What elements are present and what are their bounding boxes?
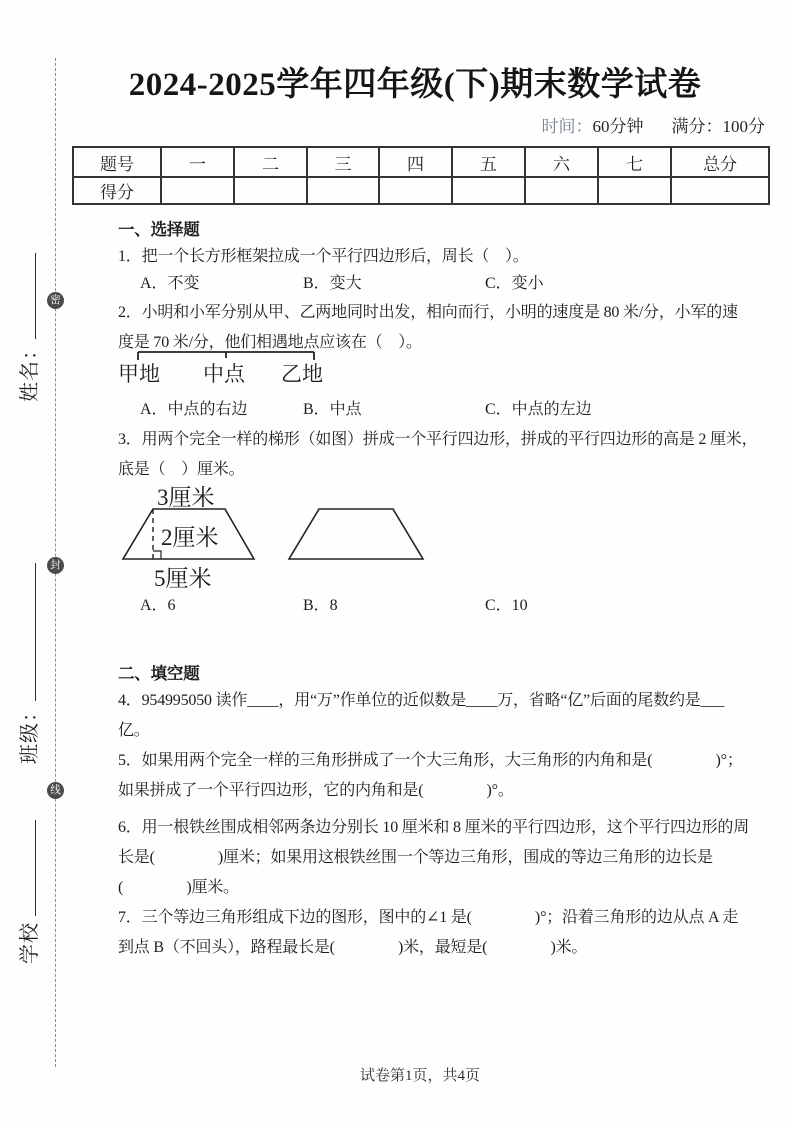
page-title: 2024-2025学年四年级(下)期末数学试卷 — [128, 67, 702, 103]
question-3-text-line2: 底是（ ）厘米。 — [118, 461, 245, 478]
question-2-options — [0, 396, 793, 418]
time-label: 时间： — [541, 117, 593, 136]
question-2-text-line1: 2．小明和小军分别从甲、乙两地同时出发，相向而行，小明的速度是 80 米/分，小军的速 — [118, 304, 738, 321]
exam-meta — [72, 112, 765, 137]
score-cell-empty — [671, 177, 769, 204]
score-cell-empty — [379, 177, 452, 204]
question-1-option-c: C．变小 — [485, 275, 544, 292]
score-table-cell: 总分 — [671, 147, 769, 177]
score-cell-empty — [452, 177, 525, 204]
question-3-options — [0, 592, 793, 614]
question-5-text-line2: 如果拼成了一个平行四边形，它的内角和是( )°。 — [118, 782, 514, 799]
question-7-text-line1: 7．三个等边三角形组成下边的图形，图中的∠1 是( )°；沿着三角形的边从点 A 走 — [118, 909, 739, 926]
seal-badge-mi: 密 — [47, 292, 64, 309]
question-4-text-line2: 亿。 — [118, 722, 150, 739]
score-table-cell: 六 — [525, 147, 598, 177]
question-1-text: 1．把一个长方形框架拉成一个平行四边形后，周长（ ）。 — [118, 248, 529, 265]
school-field — [13, 792, 39, 964]
score-table-cell: 二 — [234, 147, 307, 177]
name-label: 姓名： — [19, 339, 41, 402]
question-3-option-a: A．6 — [140, 597, 176, 614]
place-label-midpoint: 中点 — [203, 362, 245, 386]
score-cell-empty — [161, 177, 234, 204]
question-2-text-line2: 度是 70 米/分，他们相遇地点应该在（ ）。 — [118, 334, 422, 351]
trapezoid-bottom-dim-label: 5厘米 — [154, 566, 212, 591]
seal-badge-feng: 封 — [47, 557, 64, 574]
score-table-cell: 四 — [379, 147, 452, 177]
score-table-cell: 题号 — [73, 147, 161, 177]
class-label: 班级： — [19, 701, 41, 764]
school-blank-line — [19, 820, 36, 916]
score-table-cell: 七 — [598, 147, 671, 177]
section-2-heading: 二、填空题 — [118, 664, 200, 683]
question-4-text-line1: 4．954995050 读作____，用“万”作单位的近似数是____万，省略“亿”后面的尾数约是___ — [118, 692, 725, 709]
score-cell-empty — [307, 177, 379, 204]
trapezoid-height-dim-label: 2厘米 — [161, 525, 219, 550]
score-cell-empty — [234, 177, 307, 204]
question-1-option-a: A．不变 — [140, 275, 200, 292]
trapezoid-top-dim-label: 3厘米 — [157, 485, 215, 510]
class-field — [13, 538, 39, 764]
question-1-options — [0, 270, 793, 292]
score-table-cell: 三 — [307, 147, 379, 177]
school-label: 学校 — [19, 922, 41, 964]
question-6-text-line2: 长是( )厘米；如果用这根铁丝围一个等边三角形，围成的等边三角形的边长是 — [118, 849, 713, 866]
score-table-cell: 一 — [161, 147, 234, 177]
question-2-option-a: A．中点的右边 — [140, 401, 248, 418]
full-score-value: 100分 — [722, 117, 765, 136]
seal-badge-xian: 线 — [47, 782, 64, 799]
class-blank-line — [19, 563, 36, 701]
name-field — [13, 240, 39, 402]
score-table — [72, 146, 770, 205]
score-table-score-row — [73, 177, 769, 204]
question-2-option-c: C．中点的左边 — [485, 401, 592, 418]
score-table-header-row — [73, 147, 769, 177]
question-3-option-c: C．10 — [485, 597, 528, 614]
score-table-cell: 五 — [452, 147, 525, 177]
question-6-text-line1: 6．用一根铁丝围成相邻两条边分别长 10 厘米和 8 厘米的平行四边形，这个平行四边形的周 — [118, 819, 750, 836]
question-7-text-line2: 到点 B（不回头），路程最长是( )米，最短是( )米。 — [118, 939, 588, 956]
question-5-text-line1: 5．如果用两个完全一样的三角形拼成了一个大三角形，大三角形的内角和是( )°； — [118, 752, 743, 769]
question-6-text-line3: ( )厘米。 — [118, 879, 239, 896]
question-3-option-b: B．8 — [303, 597, 338, 614]
page-number-footer: 试卷第1页，共4页 — [359, 1068, 480, 1084]
time-value: 60分钟 — [592, 117, 644, 136]
score-cell-empty — [525, 177, 598, 204]
score-cell-empty — [598, 177, 671, 204]
full-score-label: 满分： — [671, 117, 723, 136]
place-label-jia: 甲地 — [118, 362, 160, 386]
question-1-option-b: B．变大 — [303, 275, 362, 292]
section-1-heading: 一、选择题 — [118, 220, 200, 239]
name-blank-line — [19, 253, 36, 339]
question-2-option-b: B．中点 — [303, 401, 362, 418]
place-label-yi: 乙地 — [281, 362, 323, 386]
score-row-label: 得分 — [73, 177, 161, 204]
question-3-text-line1: 3．用两个完全一样的梯形（如图）拼成一个平行四边形，拼成的平行四边形的高是 2 厘米， — [118, 431, 758, 448]
